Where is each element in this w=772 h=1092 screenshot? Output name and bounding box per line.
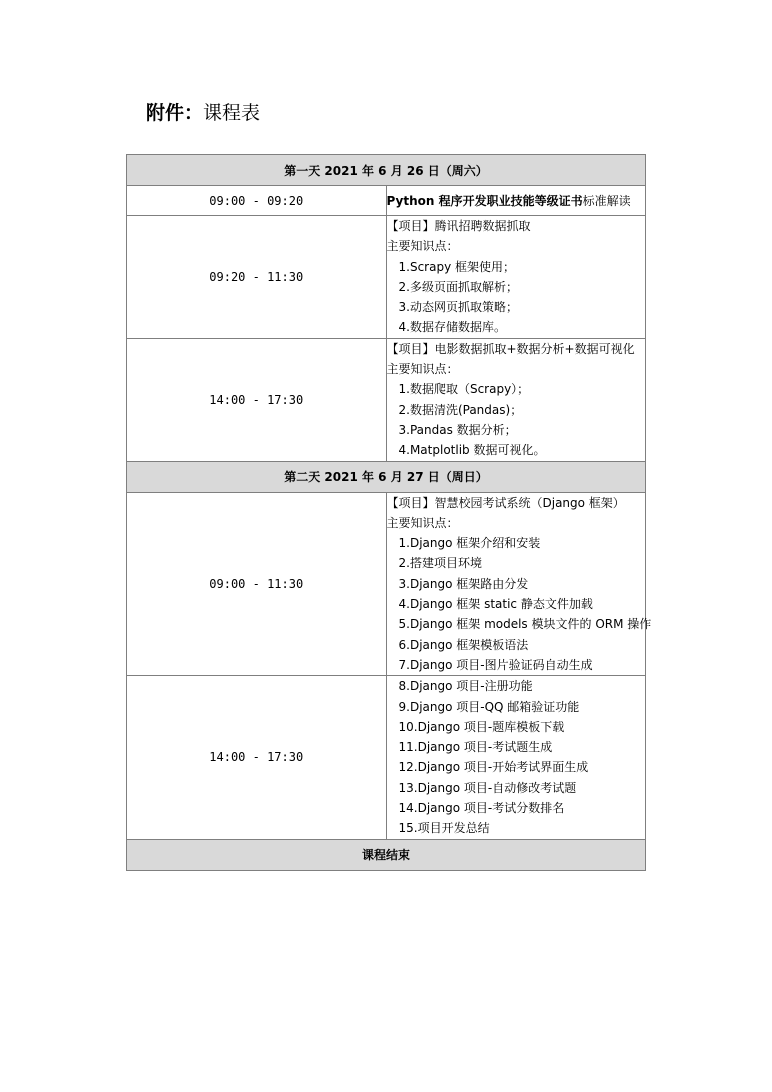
heading-prefix: 附件： — [146, 102, 204, 124]
day1-header-row — [127, 155, 646, 186]
day2-header-row — [127, 461, 646, 492]
day1-session1-time: 09:00 - 09:20 — [127, 186, 387, 216]
knowledge-item: 4.Matplotlib 数据可视化。 — [398, 443, 546, 458]
day2-session1-row — [127, 492, 646, 676]
knowledge-item: 1.Scrapy 框架使用； — [398, 259, 515, 274]
knowledge-item: 12.Django 项目-开始考试界面生成 — [398, 760, 589, 775]
project-title: 【项目】智慧校园考试系统（Django 框架） — [386, 495, 625, 510]
knowledge-label: 主要知识点： — [386, 362, 459, 377]
knowledge-item: 3.动态网页抓取策略； — [398, 300, 518, 315]
knowledge-item: 5.Django 框架 models 模块文件的 ORM 操作 — [398, 617, 652, 632]
page-heading — [146, 100, 260, 126]
day1-session1-title-bold: Python 程序开发职业技能等级证书 — [386, 194, 583, 208]
heading-title: 课程表 — [203, 102, 261, 124]
knowledge-item: 3.Django 框架路由分发 — [398, 576, 529, 591]
day1-session2-content — [386, 216, 646, 339]
knowledge-item: 3.Pandas 数据分析； — [398, 422, 517, 437]
knowledge-item: 2.数据清洗(Pandas)； — [398, 402, 523, 417]
day1-session1-title-rest: 标准解读 — [582, 194, 631, 208]
day2-session1-content — [386, 492, 652, 676]
knowledge-item: 2.多级页面抓取解析； — [398, 279, 518, 294]
knowledge-item: 14.Django 项目-考试分数排名 — [398, 801, 565, 816]
day1-session3-content — [386, 338, 646, 461]
knowledge-item: 11.Django 项目-考试题生成 — [398, 740, 553, 755]
day1-session1-content — [386, 186, 646, 216]
knowledge-item: 4.数据存储数据库。 — [398, 320, 506, 335]
day1-session2-row — [127, 216, 646, 339]
course-end-footer: 课程结束 — [127, 839, 646, 870]
day1-header: 第一天 2021 年 6 月 26 日（周六） — [127, 155, 646, 186]
day2-session2-row — [127, 676, 646, 839]
knowledge-item: 8.Django 项目-注册功能 — [398, 679, 533, 694]
footer-row — [127, 839, 646, 870]
knowledge-item: 15.项目开发总结 — [398, 821, 490, 836]
knowledge-item: 9.Django 项目-QQ 邮箱验证功能 — [398, 699, 580, 714]
project-title: 【项目】电影数据抓取+数据分析+数据可视化 — [386, 341, 635, 356]
knowledge-item: 13.Django 项目-自动修改考试题 — [398, 780, 577, 795]
knowledge-label: 主要知识点： — [386, 515, 459, 530]
schedule-table — [126, 154, 652, 871]
knowledge-item: 10.Django 项目-题库模板下载 — [398, 719, 565, 734]
knowledge-item: 1.Django 框架介绍和安装 — [398, 536, 541, 551]
day1-session2-time: 09:20 - 11:30 — [127, 216, 387, 339]
knowledge-label: 主要知识点： — [386, 239, 459, 254]
project-title: 【项目】腾讯招聘数据抓取 — [386, 219, 531, 233]
day1-session3-time: 14:00 - 17:30 — [127, 338, 387, 461]
knowledge-item: 4.Django 框架 static 静态文件加载 — [398, 597, 593, 612]
knowledge-item: 6.Django 框架模板语法 — [398, 637, 529, 652]
day2-session1-time: 09:00 - 11:30 — [127, 492, 387, 676]
day2-header: 第二天 2021 年 6 月 27 日（周日） — [127, 461, 646, 492]
day1-session3-row — [127, 338, 646, 461]
day1-session1-row — [127, 186, 646, 216]
knowledge-item: 7.Django 项目-图片验证码自动生成 — [398, 657, 593, 672]
day2-session2-time: 14:00 - 17:30 — [127, 676, 387, 839]
day2-session2-content — [386, 676, 646, 839]
knowledge-item: 1.数据爬取（Scrapy）； — [398, 382, 530, 397]
knowledge-item: 2.搭建项目环境 — [398, 556, 482, 571]
